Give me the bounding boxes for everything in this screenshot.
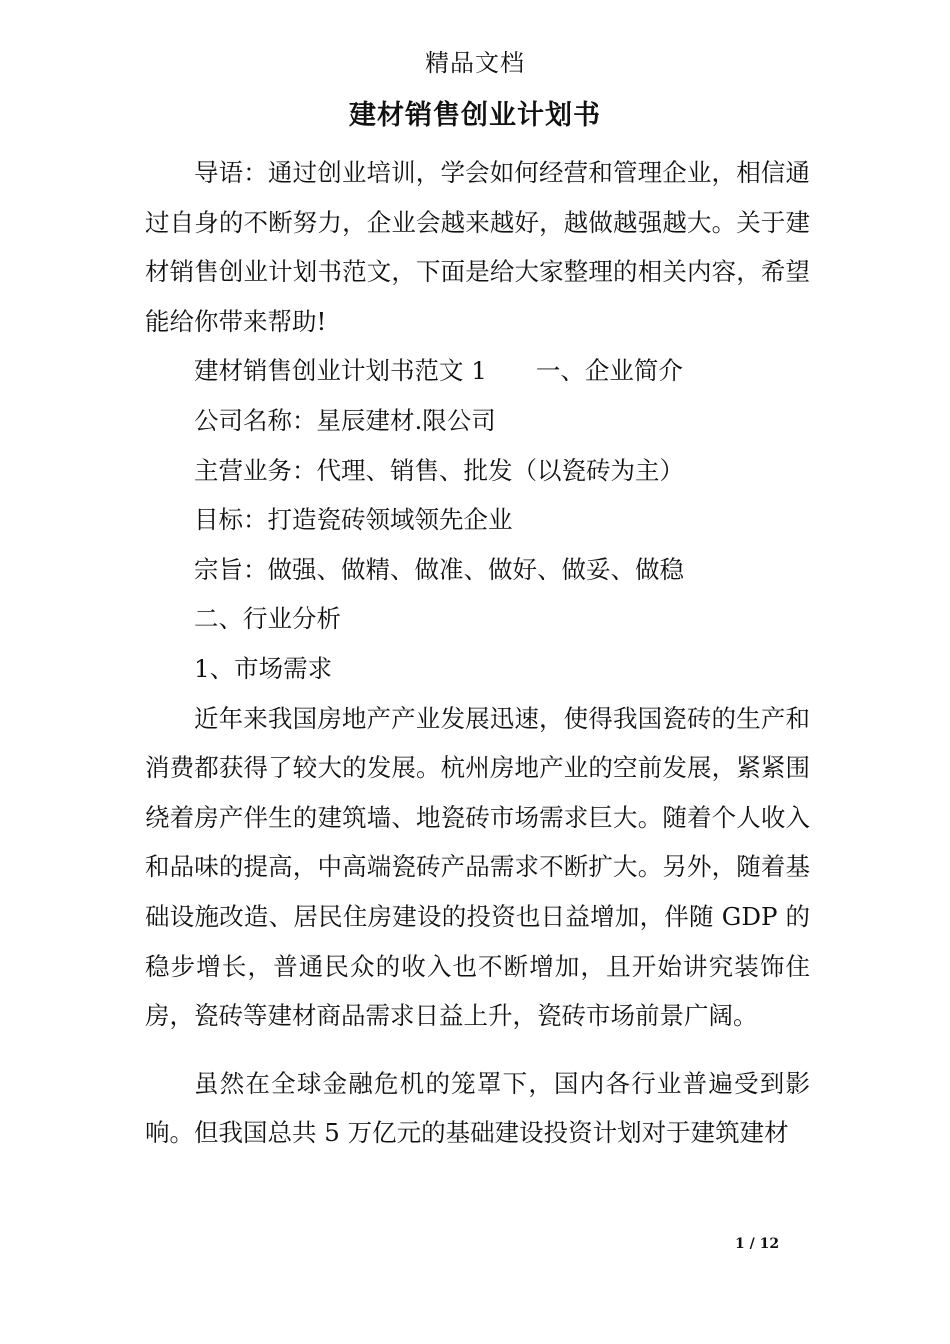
paragraph-company-name: 公司名称：星辰建材.限公司: [194, 405, 496, 435]
current-page: 1: [735, 1236, 745, 1252]
paragraph-industry-analysis: 二、行业分析: [194, 604, 341, 634]
paragraph-financial-crisis: 虽然在全球金融危机的笼罩下，国内各行业普遍受到影响。但我国总共 5 万亿元的基础建设投资计划对于建筑建材: [145, 1068, 810, 1148]
paragraph-goal: 目标：打造瓷砖领域领先企业: [194, 505, 513, 535]
page-number: [735, 1234, 779, 1254]
paragraph-market-demand-heading: 1、市场需求: [194, 653, 333, 683]
total-pages: 12: [759, 1236, 780, 1252]
page-separator: /: [749, 1236, 755, 1252]
document-body: [145, 148, 810, 1158]
page-header: 精品文档: [425, 49, 525, 77]
paragraph-intro: 导语：通过创业培训，学会如何经营和管理企业，相信通过自身的不断努力，企业会越来越好，越做越强越大。关于建材销售创业计划书范文，下面是给大家整理的相关内容，希望能给你带来帮助!: [145, 158, 810, 336]
document-title: 建材销售创业计划书: [349, 100, 601, 131]
paragraph-purpose: 宗旨：做强、做精、做准、做好、做妥、做稳: [194, 554, 684, 584]
paragraph-market-demand: 近年来我国房地产产业发展迅速，使得我国瓷砖的生产和消费都获得了较大的发展。杭州房地产业的空前发展，紧紧围绕着房产伴生的建筑墙、地瓷砖市场需求巨大。随着个人收入和品味的提高，中高端瓷砖产品需求不断扩大。另外，随着基础设施改造、居民住房建设的投资也日益增加，伴随 GDP 的稳步增长，普通民众的收入也不断增加，且开始讲究装饰住房，瓷砖等建材商品需求日益上升，瓷砖市场前景广阔。: [145, 703, 810, 1031]
paragraph-section-heading: 建材销售创业计划书范文 1 一、企业简介: [194, 356, 683, 386]
paragraph-main-business: 主营业务：代理、销售、批发（以瓷砖为主）: [194, 455, 684, 485]
